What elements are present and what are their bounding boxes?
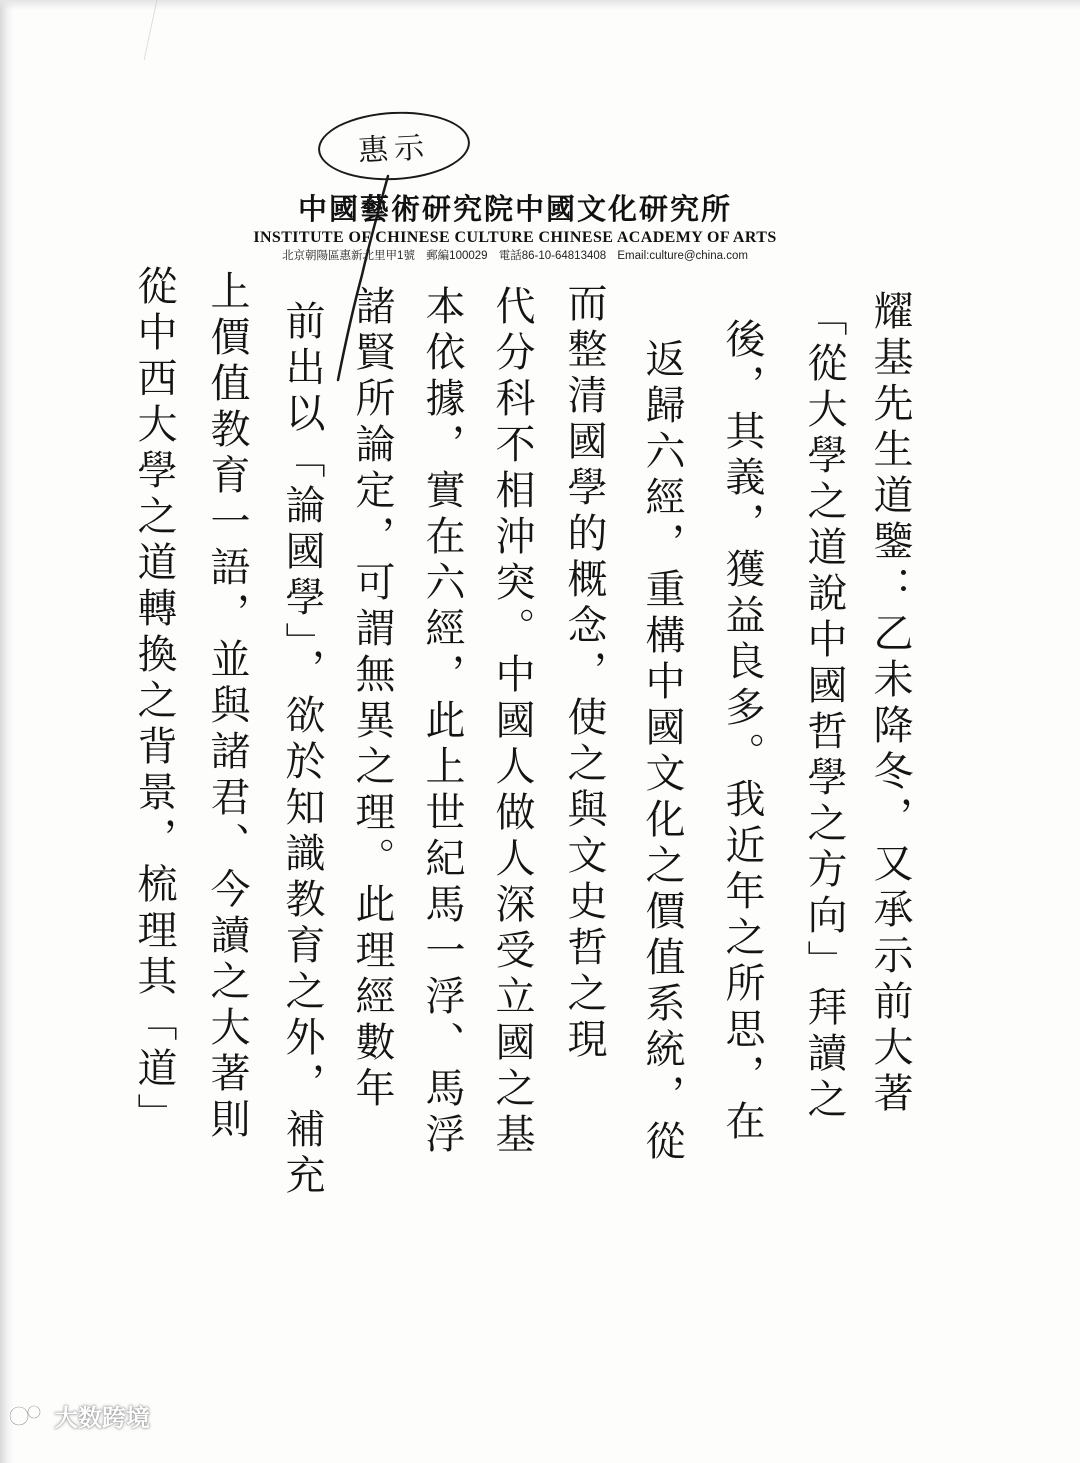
letter-column-3: 後，其義，獲益良多。我近年之所思，在: [719, 318, 765, 1146]
letterhead: [240, 190, 790, 264]
watermark-logo-icon: [8, 1402, 48, 1430]
letter-column-5: 而整清國學的概念，使之與文史哲之現: [561, 282, 607, 1064]
letterhead-address: 北京朝陽區惠新北里甲1號: [282, 250, 415, 262]
letterhead-contact: [240, 248, 790, 264]
letter-column-1: 耀基先生道鑒：乙未降冬，又承示前大著: [867, 290, 913, 1118]
scan-edge-top-shadow: [0, 0, 1080, 10]
circled-annotation: [316, 108, 471, 184]
watermark-text: 大数跨境: [54, 1404, 150, 1432]
letter-column-9: 前出以「論國學」，欲於知識教育之外，補充: [279, 300, 325, 1200]
letterhead-email: Email:culture@china.com: [617, 250, 748, 262]
annotation-text: 惠示: [357, 130, 432, 169]
letterhead-name-en: INSTITUTE OF CHINESE CULTURE CHINESE ACADEMY OF ARTS: [253, 229, 777, 246]
letter-column-2: 「從大學之道說中國哲學之方向」拜讀之: [801, 296, 847, 1124]
letter-column-11: 從中西大學之道轉換之背景，梳理其「道」: [131, 265, 177, 1139]
letter-column-8: 諸賢所論定，可謂無異之理。此理經數年: [349, 285, 395, 1113]
letter-column-10: 上價值教育一語，並與諸君、今讀之大著則: [204, 270, 250, 1144]
letter-column-6: 代分科不相沖突。中國人做人深受立國之基: [489, 285, 535, 1159]
letter-column-4: 返歸六經，重構中國文化之價值系統，從: [639, 338, 685, 1166]
scan-edge-shadow: [0, 0, 14, 1463]
watermark: [8, 1398, 150, 1433]
letterhead-phone: 電話86-10-64813408: [498, 250, 607, 262]
letterhead-name-cn: 中國藝術研究院中國文化研究所: [297, 192, 732, 226]
letterhead-postcode: 郵編100029: [426, 250, 488, 262]
letter-column-7: 本依據，實在六經，此上世紀馬一浮、馬浮: [419, 285, 465, 1159]
